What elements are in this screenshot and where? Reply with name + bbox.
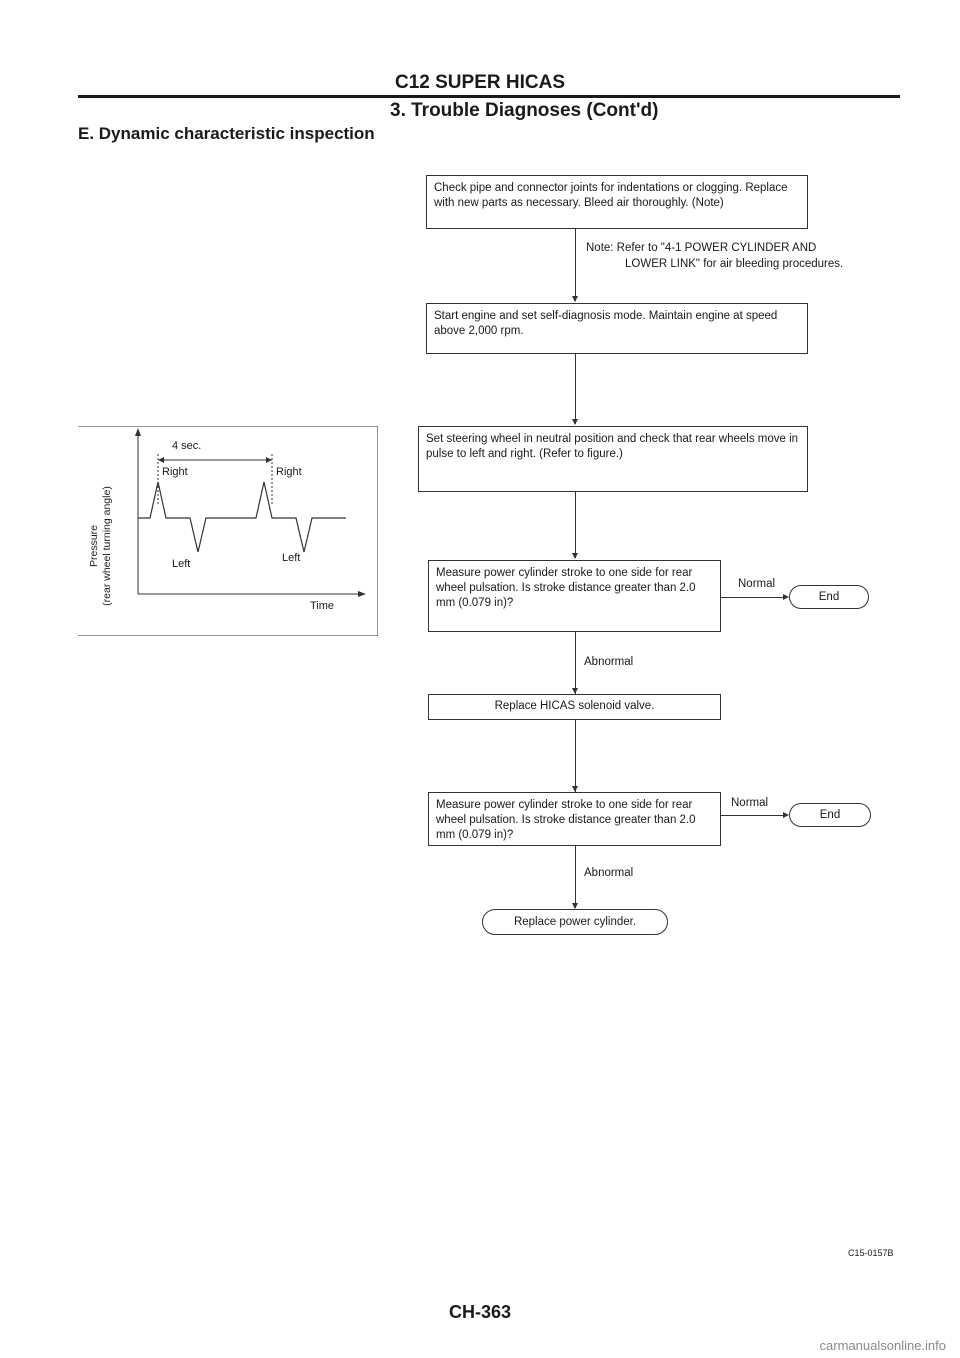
connector: [721, 815, 787, 816]
section-heading: E. Dynamic characteristic inspection: [78, 124, 375, 143]
final-terminal: [482, 909, 668, 935]
step2-box: [426, 303, 808, 354]
connector: [575, 229, 576, 301]
figure-code: C15-0157B: [848, 1248, 894, 1258]
step4-text: Measure power cylinder stroke to one side for rear wheel pulsation. Is stroke distance greater than 2.0 mm (0.079 in)?: [436, 567, 696, 609]
arrow: [572, 296, 578, 302]
y-axis-label-line2: (rear wheel turning angle): [101, 486, 113, 606]
left-label-1: Left: [172, 558, 191, 570]
final-text: Replace power cylinder.: [513, 916, 637, 928]
connector: [575, 846, 576, 908]
step4-box: [428, 560, 721, 632]
end-text-1: End: [818, 591, 840, 603]
arrow: [572, 553, 578, 559]
end-terminal-2: [789, 803, 871, 827]
connector: [575, 720, 576, 792]
page-number: CH-363: [448, 1302, 512, 1322]
page-header-title: C12 SUPER HICAS: [395, 72, 565, 93]
step1-box: [426, 175, 808, 229]
left-label-2: Left: [282, 552, 301, 564]
y-axis-label: [88, 456, 114, 636]
normal-label-1: Normal: [738, 578, 776, 590]
abnormal-label-2: Abnormal: [584, 867, 634, 879]
step6-text: Measure power cylinder stroke to one side for rear wheel pulsation. Is stroke distance greater than 2.0 mm (0.079 in)?: [436, 799, 696, 841]
watermark: carmanualsonline.info: [819, 1338, 946, 1353]
right-label-1: Right: [162, 466, 188, 478]
note-line2: LOWER LINK" for air bleeding procedures.: [625, 258, 844, 270]
connector: [575, 354, 576, 424]
step6-box: [428, 792, 721, 846]
page-subtitle: 3. Trouble Diagnoses (Cont'd): [390, 100, 659, 121]
step2-text: Start engine and set self-diagnosis mode. Maintain engine at speed above 2,000 rpm.: [434, 310, 778, 337]
arrow: [572, 419, 578, 425]
abnormal-label-1: Abnormal: [584, 656, 634, 668]
y-axis-label-line1: Pressure: [88, 525, 100, 568]
end-text-2: End: [819, 809, 841, 821]
step3-text: Set steering wheel in neutral position and check that rear wheels move in pulse to left and right. (Refer to figure.): [426, 433, 799, 460]
normal-label-2: Normal: [731, 797, 769, 809]
step3-box: [418, 426, 808, 492]
connector: [721, 597, 787, 598]
connector: [575, 492, 576, 558]
step5-box: [428, 694, 721, 720]
interval-label: 4 sec.: [172, 440, 202, 452]
x-axis-label: Time: [310, 600, 335, 612]
connector: [575, 632, 576, 694]
note-line1: Note: Refer to "4-1 POWER CYLINDER AND: [586, 242, 817, 254]
step5-text: Replace HICAS solenoid valve.: [494, 700, 655, 712]
header-rule: [78, 95, 900, 98]
right-label-2: Right: [276, 466, 302, 478]
end-terminal-1: [789, 585, 869, 609]
step1-text: Check pipe and connector joints for indentations or clogging. Replace with new parts as necessary. Bleed air thoroughly. (Note): [434, 182, 788, 209]
